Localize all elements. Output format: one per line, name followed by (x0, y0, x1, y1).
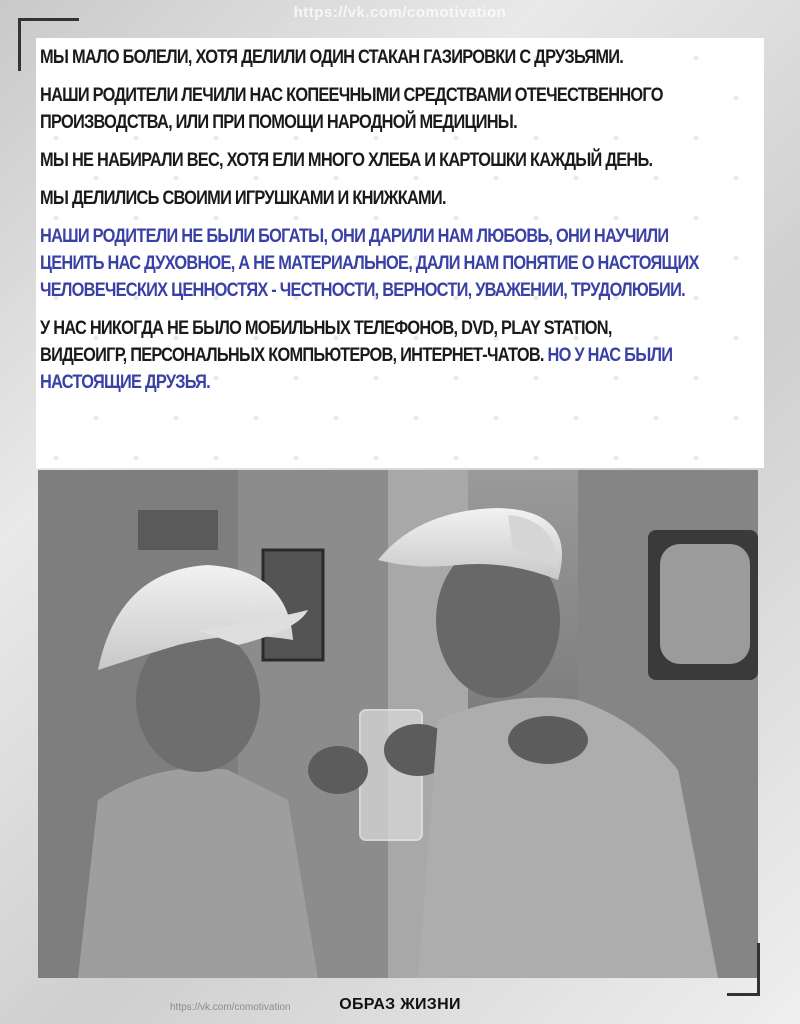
corner-bracket-bottom-right (727, 943, 760, 996)
text-card (36, 38, 764, 468)
text-line: У НАС НИКОГДА НЕ БЫЛО МОБИЛЬНЫХ ТЕЛЕФОНОВ, DVD, PLAY STATION, (40, 317, 612, 339)
paragraph-5 (40, 223, 760, 304)
photo-illustration (38, 470, 758, 978)
text-span-highlight: НО У НАС БЫЛИ (547, 344, 673, 366)
vintage-photo (38, 470, 758, 978)
text-block (40, 44, 760, 407)
paragraph-1 (40, 44, 760, 71)
text-line: МЫ ДЕЛИЛИСЬ СВОИМИ ИГРУШКАМИ И КНИЖКАМИ. (40, 187, 446, 209)
text-line: МЫ НЕ НАБИРАЛИ ВЕС, ХОТЯ ЕЛИ МНОГО ХЛЕБА И КАРТОШКИ КАЖДЫЙ ДЕНЬ. (40, 149, 653, 171)
text-line: НАШИ РОДИТЕЛИ ЛЕЧИЛИ НАС КОПЕЕЧНЫМИ СРЕДСТВАМИ ОТЕЧЕСТВЕННОГО (40, 84, 663, 106)
text-line: НАШИ РОДИТЕЛИ НЕ БЫЛИ БОГАТЫ, ОНИ ДАРИЛИ НАМ ЛЮБОВЬ, ОНИ НАУЧИЛИ (40, 225, 669, 247)
text-line: ЦЕНИТЬ НАС ДУХОВНОЕ, А НЕ МАТЕРИАЛЬНОЕ, ДАЛИ НАМ ПОНЯТИЕ О НАСТОЯЩИХ (40, 252, 699, 274)
text-line: НАСТОЯЩИЕ ДРУЗЬЯ. (40, 371, 210, 393)
paragraph-3 (40, 147, 760, 174)
text-line-mixed (40, 342, 673, 369)
text-span: ВИДЕОИГР, ПЕРСОНАЛЬНЫХ КОМПЬЮТЕРОВ, ИНТЕРНЕТ-ЧАТОВ. (40, 344, 548, 366)
paragraph-2 (40, 82, 760, 136)
paragraph-4 (40, 185, 760, 212)
paragraph-6 (40, 315, 760, 396)
caption-title: ОБРАЗ ЖИЗНИ (339, 996, 461, 1013)
watermark-bottom: https://vk.com/comotivation (170, 1002, 291, 1013)
text-line: МЫ МАЛО БОЛЕЛИ, ХОТЯ ДЕЛИЛИ ОДИН СТАКАН ГАЗИРОВКИ С ДРУЗЬЯМИ. (40, 46, 624, 68)
text-line: ПРОИЗВОДСТВА, ИЛИ ПРИ ПОМОЩИ НАРОДНОЙ МЕДИЦИНЫ. (40, 111, 517, 133)
watermark-top: https://vk.com/comotivation (293, 4, 507, 21)
text-line: ЧЕЛОВЕЧЕСКИХ ЦЕННОСТЯХ - ЧЕСТНОСТИ, ВЕРНОСТИ, УВАЖЕНИИ, ТРУДОЛЮБИИ. (40, 279, 685, 301)
